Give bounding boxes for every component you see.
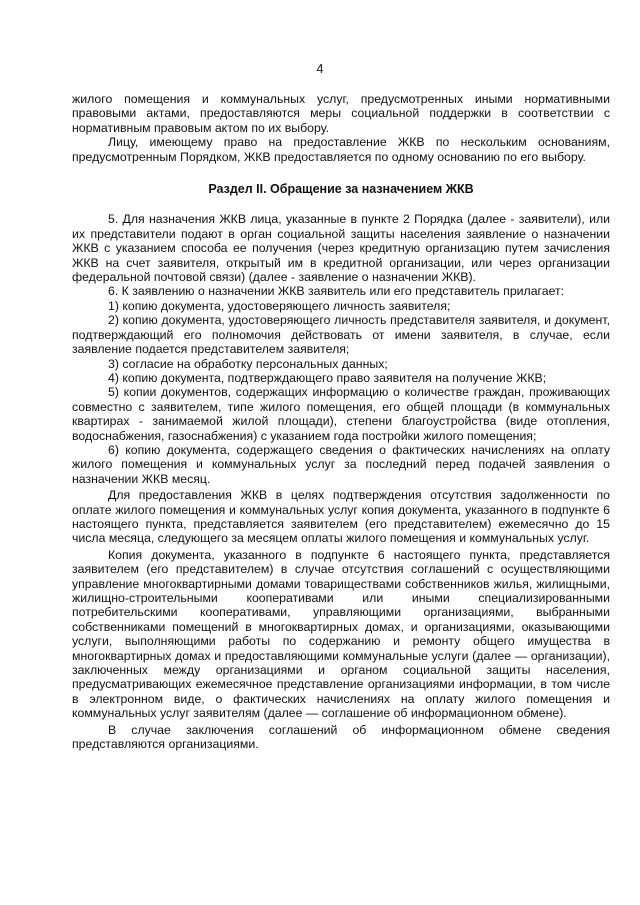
list-item: 3) согласие на обработку персональных данных;	[108, 356, 388, 371]
paragraph: Лицу, имеющему право на предоставление ЖКВ по нескольким основаниям, предусмотренным Порядком, ЖКВ предоставляется по одному основанию по его выбору.	[72, 135, 610, 164]
paragraph: В случае заключения соглашений об информационном обмене сведения представляются организациями.	[72, 722, 610, 752]
list-item: 2) копию документа, удостоверяющего личность представителя заявителя, и документ, подтверждающий его полномочия действовать от имени заявителя, в случае, если заявление подается представителем заявителя;	[72, 313, 610, 357]
paragraph-continuation: жилого помещения и коммунальных услуг, предусмотренных иными нормативными правовыми актами, предоставляются меры социальной поддержки в соответствии с нормативным правовым актом по их выбору.	[72, 92, 610, 135]
list-item: 5) копии документов, содержащих информацию о количестве граждан, проживающих совместно с заявителем, типе жилого помещения, его общей площади (в коммунальных квартирах - занимаемой жилой площади), степени благоустройства (виде отопления, водоснабжения, газоснабжения) с указанием года постройки жилого помещения;	[72, 385, 610, 443]
page-number: 4	[316, 62, 324, 76]
list-item: 6) копию документа, содержащего сведения о фактических начислениях на оплату жилого помещения и коммунальных услуг за последний перед подачей заявления о назначении ЖКВ месяц.	[72, 442, 610, 486]
paragraph: Для предоставления ЖКВ в целях подтверждения отсутствия задолженности по оплате жилого помещения и коммунальных услуг копия документа, указанного в подпункте 6 настоящего пункта, представляется заявителем (его представителем) ежемесячно до 15 числа месяца, следующего за месяцем оплаты жилого помещения и коммунальных услуг.	[72, 488, 610, 546]
list-item: 4) копию документа, подтверждающего право заявителя на получение ЖКВ;	[108, 370, 547, 385]
list-item: 1) копию документа, удостоверяющего личность заявителя;	[108, 298, 451, 313]
section-heading: Раздел II. Обращение за назначением ЖКВ	[208, 182, 474, 197]
paragraph: Копия документа, указанного в подпункте 6 настоящего пункта, представляется заявителем (его представителем) в случае отсутствия соглашений с осуществляющими управление многоквартирными домами товариществами собственников жилья, жилищными, жилищно-строительными кооперативами или иными специализированными потребительскими кооперативами, управляющими организациями, выбранными собственниками помещений в многоквартирных домах, и организациями, оказывающими услуги, выполняющими работы по содержанию и ремонту общего имущества в многоквартирных домах и предоставляющими коммунальные услуги (далее — организации), заключенных между организациями и органом социальной защиты населения, предусматривающих ежемесячное представление организациями информации, в том числе в электронном виде, о фактических начислениях на оплату жилого помещения и коммунальных услуг заявителям (далее — соглашение об информационном обмене).	[72, 547, 610, 721]
paragraph-item-6: 6. К заявлению о назначении ЖКВ заявитель или его представитель прилагает:	[108, 284, 565, 299]
paragraph-item-5: 5. Для назначения ЖКВ лица, указанные в пункте 2 Порядка (далее - заявители), или их представители подают в орган социальной защиты населения заявление о назначении ЖКВ с указанием способа ее получения (через кредитную организацию путем зачисления ЖКВ на счет заявителя, открытый им в кредитной организации, или через организации федеральной почтовой связи) (далее - заявление о назначении ЖКВ).	[72, 212, 610, 285]
document-body	[72, 92, 610, 751]
